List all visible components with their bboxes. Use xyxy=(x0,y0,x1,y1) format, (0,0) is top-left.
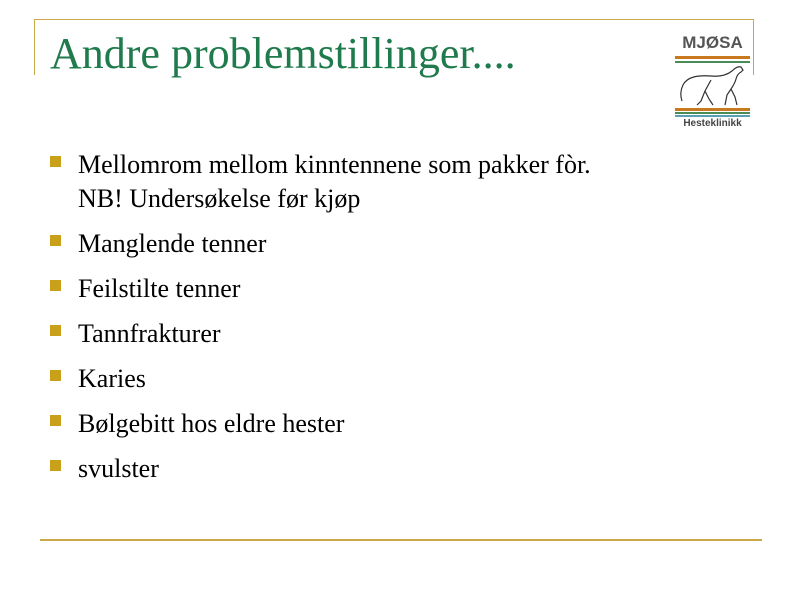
square-bullet-icon xyxy=(50,235,61,246)
square-bullet-icon xyxy=(50,415,61,426)
square-bullet-icon xyxy=(50,460,61,471)
square-bullet-icon xyxy=(50,325,61,336)
bullet-text-continued: NB! Undersøkelse før kjøp xyxy=(78,184,361,213)
bullet-text: svulster xyxy=(78,454,159,483)
logo-subtitle: Hesteklinikk xyxy=(683,118,742,129)
logo-stripe-orange xyxy=(675,56,750,59)
title-frame-top-rule xyxy=(34,19,754,20)
clinic-logo xyxy=(675,33,755,133)
square-bullet-icon xyxy=(50,370,61,381)
bullet-text: Mellomrom mellom kinntennene som pakker fòr. xyxy=(78,150,591,179)
bullet-item xyxy=(48,452,748,486)
logo-stripe-orange-bottom xyxy=(675,108,750,111)
slide-title: Andre problemstillinger.... xyxy=(50,29,516,78)
bullet-item xyxy=(48,227,748,261)
logo-name: MJØSA xyxy=(682,33,743,52)
logo-stripe-green xyxy=(675,61,750,63)
bullet-text: Karies xyxy=(78,364,146,393)
bullet-item xyxy=(48,362,748,396)
bullet-text: Bølgebitt hos eldre hester xyxy=(78,409,345,438)
title-frame-left-rule xyxy=(34,19,35,75)
bullet-item xyxy=(48,317,748,351)
logo-stripe-blue-bottom xyxy=(675,115,750,117)
footer-rule xyxy=(40,539,762,541)
logo-stripe-green-bottom xyxy=(675,112,750,114)
horse-icon xyxy=(681,67,743,105)
bullet-item xyxy=(48,407,748,441)
square-bullet-icon xyxy=(50,280,61,291)
bullet-text: Manglende tenner xyxy=(78,229,267,258)
bullet-item xyxy=(48,272,748,306)
square-bullet-icon xyxy=(50,156,61,167)
bullet-text: Tannfrakturer xyxy=(78,319,221,348)
bullet-text: Feilstilte tenner xyxy=(78,274,241,303)
bullet-list xyxy=(48,148,748,497)
bullet-item xyxy=(48,148,748,216)
